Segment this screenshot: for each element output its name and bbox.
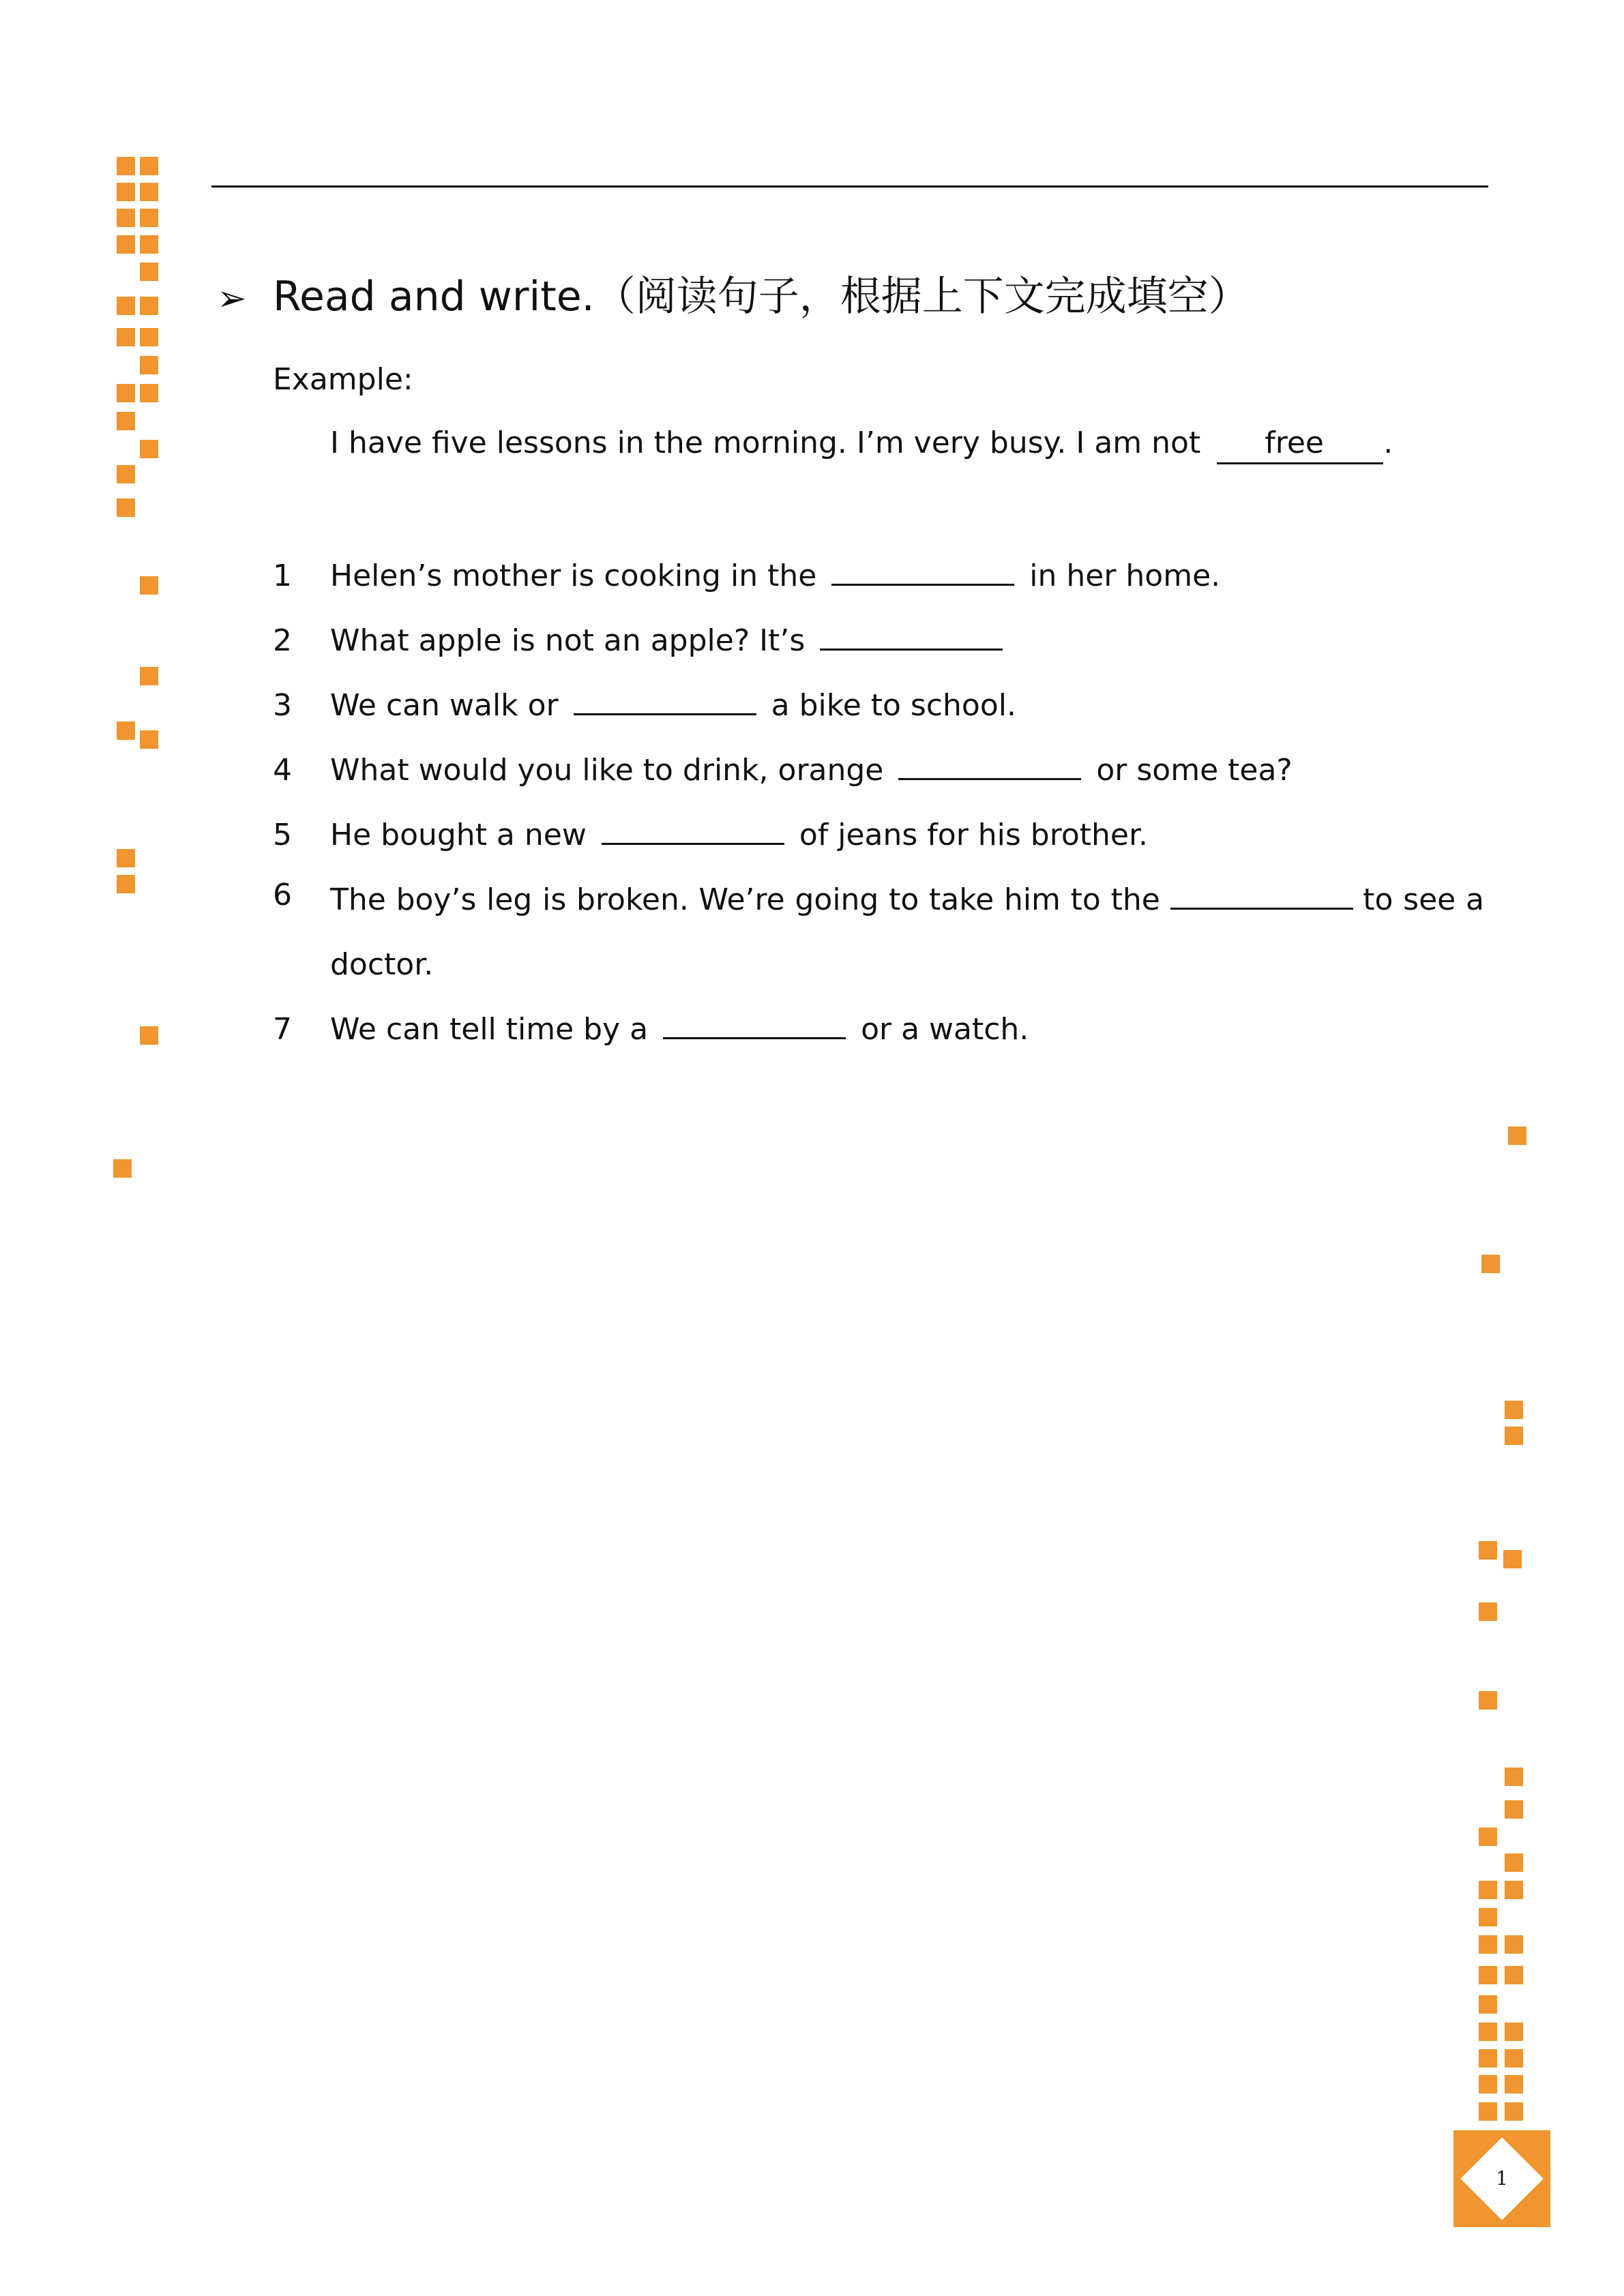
- question-number: 2: [273, 623, 292, 658]
- answer-blank[interactable]: [602, 810, 784, 845]
- question-7: [273, 1004, 1029, 1050]
- answer-blank[interactable]: [663, 1004, 846, 1039]
- question-number: 3: [273, 688, 292, 723]
- word: going: [795, 882, 879, 917]
- word: him: [1003, 882, 1061, 917]
- word: broken.: [576, 882, 689, 917]
- question-text: What would you like to drink, orange: [330, 753, 884, 788]
- word: leg: [486, 882, 533, 917]
- question-text: Helen’s mother is cooking in the: [330, 558, 817, 593]
- example-sentence: [330, 423, 1393, 464]
- question-text-after: or some tea?: [1096, 753, 1293, 788]
- question-1: [273, 551, 1220, 597]
- question-text-after: of jeans for his brother.: [799, 818, 1149, 852]
- answer-blank[interactable]: [831, 551, 1014, 586]
- question-text: What apple is not an apple? It’s: [330, 623, 806, 658]
- question-number: 7: [273, 1012, 292, 1047]
- word: to: [1363, 882, 1393, 917]
- question-text: We can tell time by a: [330, 1012, 649, 1047]
- example-end: .: [1383, 426, 1393, 460]
- example-text: I have five lessons in the morning. I’m very busy. I am not: [330, 426, 1201, 460]
- question-4: [273, 745, 1293, 791]
- question-text: He bought a new: [330, 818, 587, 852]
- example-label: Example:: [273, 362, 413, 397]
- word: The: [330, 882, 386, 917]
- question-6-number: 6: [273, 878, 292, 912]
- question-6: [330, 875, 1484, 985]
- word: We’re: [698, 882, 785, 917]
- answer-blank[interactable]: [1170, 875, 1353, 910]
- question-text: We can walk or: [330, 688, 559, 723]
- word: the: [1110, 882, 1160, 917]
- question-number: 5: [273, 818, 292, 852]
- word: see: [1403, 882, 1456, 917]
- question-text-after: or a watch.: [861, 1012, 1029, 1047]
- header-rule: [211, 185, 1488, 188]
- question-text-after: in her home.: [1029, 558, 1221, 593]
- question-text-after: a bike to school.: [771, 688, 1016, 723]
- word: boy’s: [396, 882, 477, 917]
- question-number: 4: [273, 753, 292, 788]
- word: is: [542, 882, 567, 917]
- question-2: [273, 616, 1018, 661]
- answer-blank[interactable]: [574, 681, 756, 715]
- page-number: 1: [1496, 2167, 1508, 2190]
- word: a: [1465, 882, 1484, 917]
- page-number-badge: [1453, 2130, 1550, 2227]
- heading-title: Read and write.（阅读句子，根据上下文完成填空）: [273, 273, 1250, 320]
- word: to: [1070, 882, 1101, 917]
- arrow-bullet-icon: ➢: [217, 278, 247, 319]
- answer-blank[interactable]: [820, 616, 1003, 651]
- word: to: [889, 882, 919, 917]
- question-5: [273, 810, 1148, 856]
- answer-blank[interactable]: [898, 745, 1081, 780]
- question-6-line-2: doctor.: [330, 947, 434, 982]
- question-3: [273, 681, 1016, 726]
- question-number: 1: [273, 558, 292, 593]
- word: take: [929, 882, 994, 917]
- question-6-line-1: [330, 875, 1484, 921]
- section-heading: [217, 269, 1250, 326]
- example-answer: free: [1217, 424, 1383, 464]
